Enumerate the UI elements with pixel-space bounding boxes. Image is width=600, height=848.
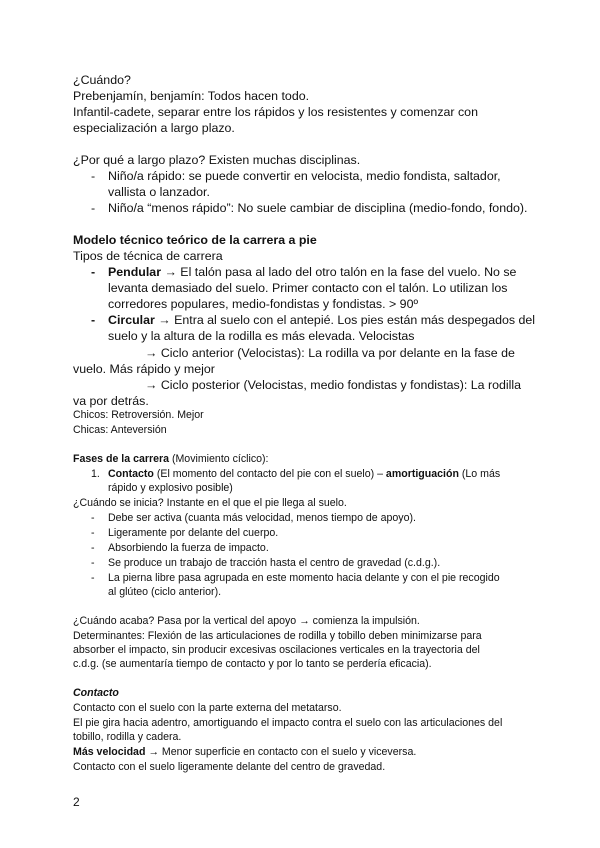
contacto-line: Contacto con el suelo ligeramente delante del centro de gravedad. xyxy=(73,761,386,773)
velocidad-label: Más velocidad xyxy=(73,746,146,758)
contacto-item xyxy=(108,467,500,481)
chicos-line: Chicos: Retroversión. Mejor xyxy=(73,409,204,421)
intro-question: ¿Cuándo? xyxy=(73,73,131,87)
amortiguacion-label: amortiguación xyxy=(385,468,459,480)
circular-label: Circular xyxy=(108,313,155,327)
bullet-text: Niño/a “menos rápido”: No suele cambiar de disciplina (medio-fondo, fondo). xyxy=(108,201,528,215)
bullet-dash: - xyxy=(91,201,96,215)
bullet-dash: - xyxy=(91,313,96,327)
contacto-text: (El momento del contacto del pie con el suelo) – xyxy=(153,468,386,480)
contacto-text: rápido y explosivo posible) xyxy=(108,482,233,494)
acaba-question: ¿Cuándo acaba? Pasa por la vertical del apoyo → comienza la impulsión. xyxy=(73,615,420,627)
list-number: 1. xyxy=(91,468,100,480)
fases-heading-bold: Fases de la carrera xyxy=(73,453,170,465)
circular-text: suelo y la altura de la rodilla es más elevada. Velocistas xyxy=(108,329,415,343)
bullet-text: Debe ser activa (cuanta más velocidad, menos tiempo de apoyo). xyxy=(108,512,416,524)
bullet-text: Niño/a rápido: se puede convertir en velocista, medio fondista, saltador, xyxy=(108,169,501,183)
bullet-dash: - xyxy=(91,265,96,279)
intro-line: especialización a largo plazo. xyxy=(73,121,235,135)
contacto-heading: Contacto xyxy=(73,687,119,699)
bullet-text: al glúteo (ciclo anterior). xyxy=(108,586,222,598)
pendular-label: Pendular xyxy=(108,265,162,279)
contacto-text: (Lo más xyxy=(458,468,501,480)
fases-heading-rest: (Movimiento cíclico): xyxy=(169,453,269,465)
bullet-dash: - xyxy=(91,169,96,183)
bullet-dash: - xyxy=(91,527,95,539)
ciclo-posterior-text: va por detrás. xyxy=(73,394,149,408)
pendular-text: levanta demasiado del suelo. Primer contacto con el talón. Lo utilizan los xyxy=(108,281,508,295)
velocidad-line xyxy=(73,745,416,759)
bullet-text: Absorbiendo la fuerza de impacto. xyxy=(108,542,269,554)
bullet-text: Ligeramente por delante del cuerpo. xyxy=(108,527,279,539)
bullet-dash: - xyxy=(91,512,95,524)
section-heading: Modelo técnico teórico de la carrera a pie xyxy=(73,233,317,247)
velocidad-text: → Menor superficie en contacto con el suelo y viceversa. xyxy=(145,746,417,758)
bullet-text: vallista o lanzador. xyxy=(108,185,210,199)
chicas-line: Chicas: Anteversión xyxy=(73,424,167,436)
intro-line: Infantil-cadete, separar entre los rápidos y los resistentes y comenzar con xyxy=(73,105,478,119)
bullet-text: La pierna libre pasa agrupada en este momento hacia delante y con el pie recogido xyxy=(108,572,500,584)
bullet-dash: - xyxy=(91,557,95,569)
inicia-question: ¿Cuándo se inicia? Instante en el que el pie llega al suelo. xyxy=(73,497,347,509)
circular-line xyxy=(108,312,535,328)
bullet-text: Se produce un trabajo de tracción hasta el centro de gravedad (c.d.g.). xyxy=(108,557,441,569)
circular-text: → Entra al suelo con el antepié. Los pies están más despegados del xyxy=(154,313,536,327)
determinantes-text: Determinantes: Flexión de las articulaciones de rodilla y tobillo deben minimizarse para xyxy=(73,630,482,642)
pendular-line xyxy=(108,264,516,280)
determinantes-text: absorber el impacto, sin producir excesivas oscilaciones verticales en la trayectoria del xyxy=(73,644,480,656)
ciclo-anterior-text: vuelo. Más rápido y mejor xyxy=(73,362,215,376)
bullet-dash: - xyxy=(91,542,95,554)
long-term-question: ¿Por qué a largo plazo? Existen muchas disciplinas. xyxy=(73,153,361,167)
determinantes-text: c.d.g. (se aumentaría tiempo de contacto y por lo tanto se perdería eficacia). xyxy=(73,658,432,670)
subheading: Tipos de técnica de carrera xyxy=(73,249,223,263)
fases-heading xyxy=(73,452,269,466)
contacto-line: Contacto con el suelo con la parte externa del metatarso. xyxy=(73,702,342,714)
ciclo-anterior-text: → Ciclo anterior (Velocistas): La rodilla va por delante en la fase de xyxy=(145,346,515,360)
contacto-line: El pie gira hacia adentro, amortiguando el impacto contra el suelo con las articulaciones del xyxy=(73,717,503,729)
pendular-text: corredores populares, medio-fondistas y fondistas. > 90º xyxy=(108,297,418,311)
intro-line: Prebenjamín, benjamín: Todos hacen todo. xyxy=(73,89,310,103)
contacto-label: Contacto xyxy=(108,468,154,480)
pendular-text: → El talón pasa al lado del otro talón en la fase del vuelo. No se xyxy=(161,265,517,279)
contacto-line: tobillo, rodilla y cadera. xyxy=(73,731,182,743)
bullet-dash: - xyxy=(91,572,95,584)
ciclo-posterior-text: → Ciclo posterior (Velocistas, medio fondistas y fondistas): La rodilla xyxy=(145,378,522,392)
page-number: 2 xyxy=(73,795,80,809)
